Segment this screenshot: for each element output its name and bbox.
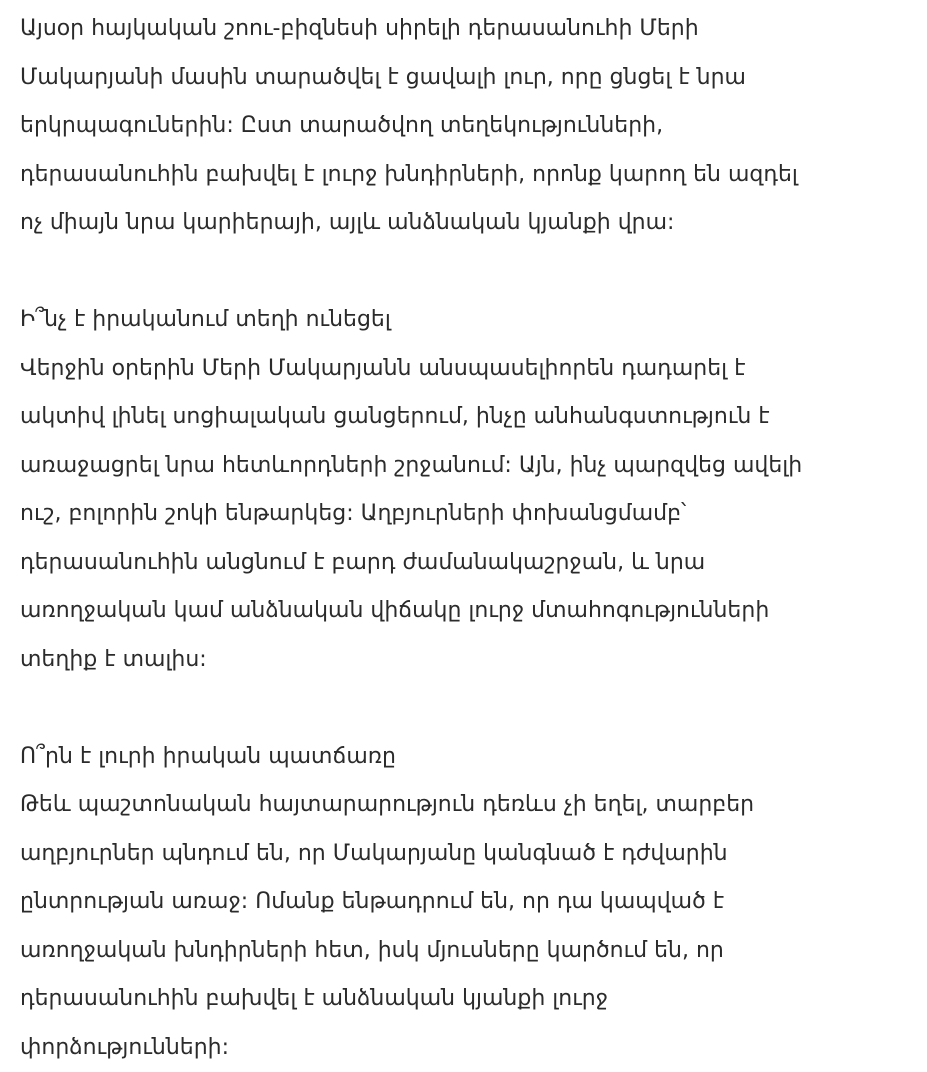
section-real-reason bbox=[20, 733, 915, 1072]
text-line: Վերջին օրերին Մերի Մակարյանն անսպասելիորեն դադարել է bbox=[20, 345, 915, 394]
text-line: դերասանուհին բախվել է անձնական կյանքի լուրջ bbox=[20, 975, 915, 1024]
text-line: Մակարյանի մասին տարածվել է ցավալի լուր, որը ցնցել է նրա bbox=[20, 54, 915, 103]
section-heading: Ի՞նչ է իրականում տեղի ունեցել bbox=[20, 296, 915, 345]
text-line: դերասանուհին բախվել է լուրջ խնդիրների, որոնք կարող են ազդել bbox=[20, 151, 915, 200]
article-body bbox=[20, 5, 915, 1072]
text-line: առողջական կամ անձնական վիճակը լուրջ մտահոգությունների bbox=[20, 587, 915, 636]
section-what-happened bbox=[20, 296, 915, 684]
text-line: ուշ, բոլորին շոկի ենթարկեց: Աղբյուրների փոխանցմամբ՝ bbox=[20, 490, 915, 539]
text-line: առողջական խնդիրների հետ, իսկ մյուսները կարծում են, որ bbox=[20, 927, 915, 976]
text-line: Այսօր հայկական շոու-բիզնեսի սիրելի դերասանուհի Մերի bbox=[20, 5, 915, 54]
text-line: ակտիվ լինել սոցիալական ցանցերում, ինչը անհանգստություն է bbox=[20, 393, 915, 442]
text-line: փորձությունների: bbox=[20, 1024, 915, 1072]
text-line: երկրպագուներին: Ըստ տարածվող տեղեկությունների, bbox=[20, 102, 915, 151]
text-line: դերասանուհին անցնում է բարդ ժամանակաշրջան, և նրա bbox=[20, 539, 915, 588]
text-line: Թեև պաշտոնական հայտարարություն դեռևս չի եղել, տարբեր bbox=[20, 781, 915, 830]
intro-paragraph bbox=[20, 5, 915, 248]
text-line: ընտրության առաջ: Ոմանք ենթադրում են, որ դա կապված է bbox=[20, 878, 915, 927]
text-line: առաջացրել նրա հետևորդների շրջանում: Այն, ինչ պարզվեց ավելի bbox=[20, 442, 915, 491]
text-line: տեղիք է տալիս: bbox=[20, 636, 915, 685]
text-line: ոչ միայն նրա կարիերայի, այլև անձնական կյանքի վրա: bbox=[20, 199, 915, 248]
text-line: աղբյուրներ պնդում են, որ Մակարյանը կանգնած է դժվարին bbox=[20, 830, 915, 879]
section-heading: Ո՞րն է լուրի իրական պատճառը bbox=[20, 733, 915, 782]
